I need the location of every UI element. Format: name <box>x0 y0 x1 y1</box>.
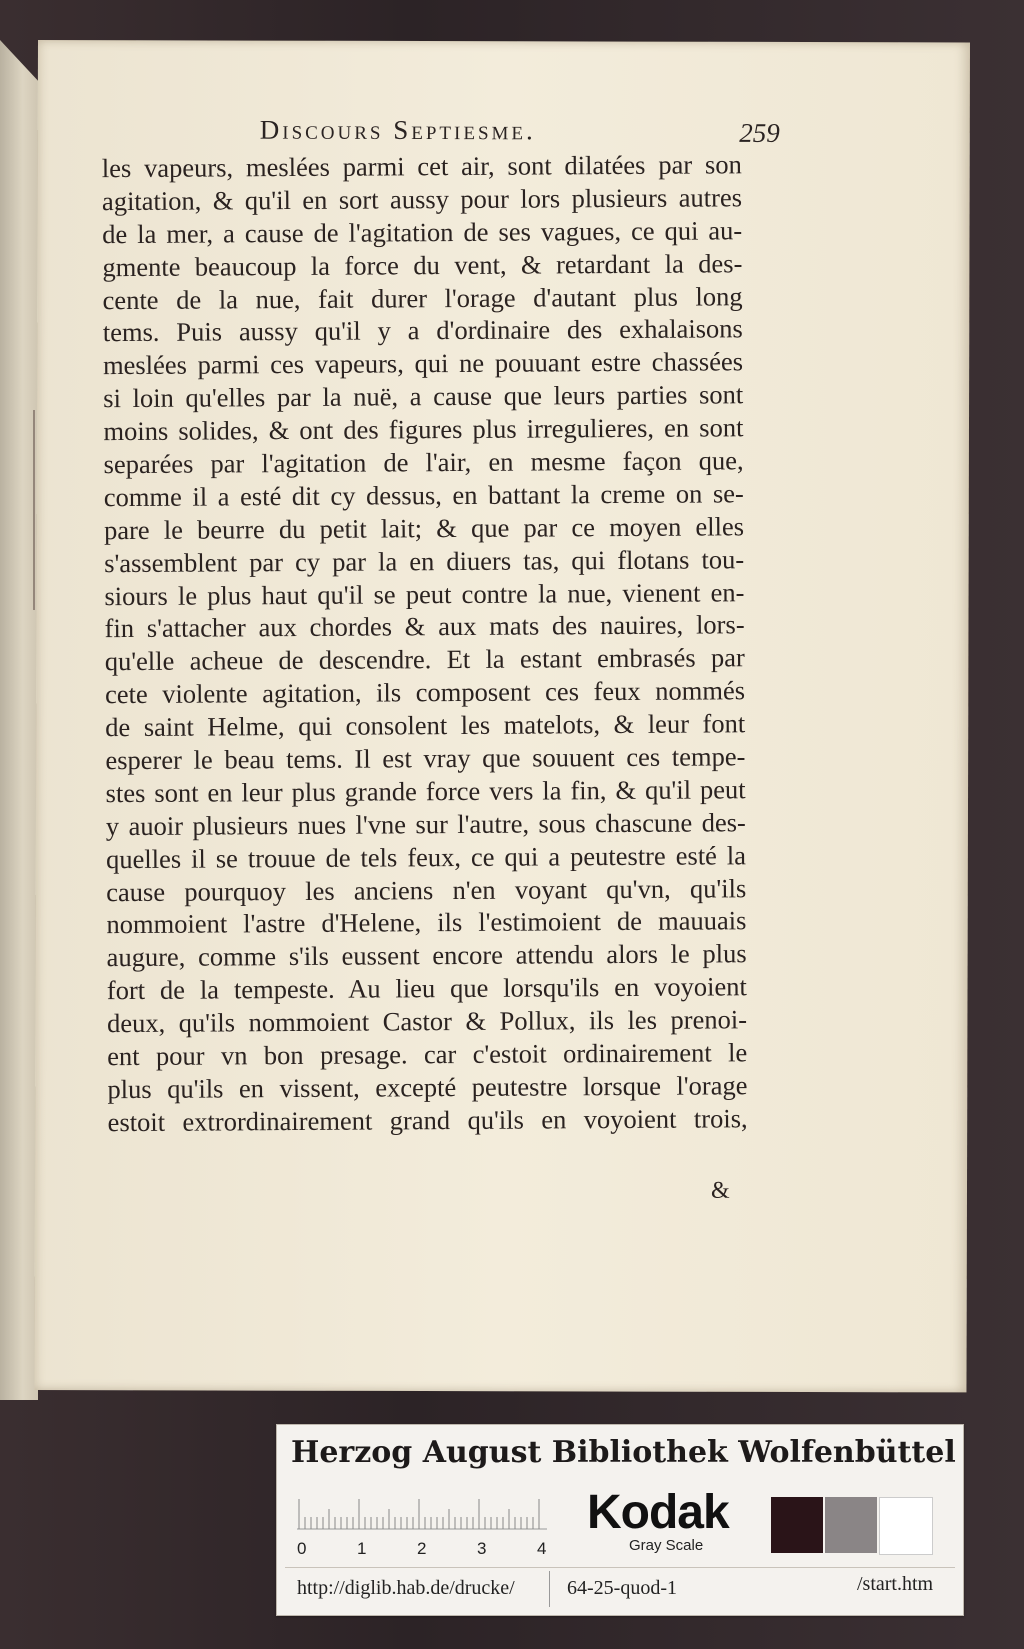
gray-swatch-mid <box>825 1497 877 1553</box>
ruler-number: 0 <box>297 1539 307 1558</box>
gray-scale-label: Gray Scale <box>629 1537 704 1554</box>
text-line: qu'elle acheue de descendre. Et la estant embrasés par <box>104 642 745 677</box>
text-line: cause pourquoy les anciens n'en voyant qu'vn, qu'ils <box>106 872 747 907</box>
text-line: cente de la nue, fait durer l'orage d'autant plus long <box>102 280 743 315</box>
card-separator <box>549 1571 550 1607</box>
gray-swatch-dark <box>771 1497 823 1553</box>
running-head-title: Discours Septiesme. <box>259 114 536 146</box>
library-url: http://diglib.hab.de/drucke/ <box>297 1577 515 1599</box>
text-line: y auoir plusieurs nues l'vne sur l'autre, sous chascune des- <box>105 807 746 841</box>
text-line: siours le plus haut qu'il se peut contre la nue, vienent en- <box>104 576 745 611</box>
card-divider <box>285 1567 955 1568</box>
catchword: & <box>710 1177 730 1204</box>
facing-page-edge <box>0 40 38 1400</box>
text-line: quelles il se trouue de tels feux, ce qui a peutestre esté la <box>105 839 747 874</box>
text-line: les vapeurs, meslées parmi cet air, sont dilatées par son <box>101 149 742 184</box>
text-line: plus qu'ils en vissent, excepté peutestre lorsque l'orage <box>107 1070 748 1105</box>
ruler-number: 3 <box>477 1539 487 1558</box>
text-line: pare le beurre du petit lait; & que par ce moyen elles <box>103 511 745 545</box>
text-line: agitation, & qu'il en sort aussy pour lors plusieurs autres <box>101 182 743 217</box>
text-line: fin s'attacher aux chordes & aux mats des nauires, lors- <box>104 609 745 644</box>
ruler-number: 4 <box>537 1539 547 1558</box>
text-line: moins solides, & ont des figures plus irregulieres, en sont <box>103 412 744 447</box>
start-path: /start.htm <box>857 1573 934 1595</box>
text-line: separées par l'agitation de l'air, en mesme façon que, <box>103 445 744 480</box>
ruler-numbers <box>297 1539 557 1563</box>
measurement-ruler <box>297 1493 547 1531</box>
text-line: cete violente agitation, ils composent ces feux nommés <box>104 675 746 710</box>
shelfmark: 64-25-quod-1 <box>567 1577 677 1599</box>
page-number: 259 <box>739 117 780 148</box>
margin-marks <box>33 410 39 610</box>
institution-name: Herzog August Bibliothek Wolfenbüttel <box>291 1435 956 1470</box>
text-line: comme il a esté dit cy dessus, en battant la creme on se- <box>103 478 744 513</box>
text-line: meslées parmi ces vapeurs, qui ne pouuant estre chassées <box>102 346 744 381</box>
gray-swatch-light <box>879 1497 933 1555</box>
text-line: de saint Helme, qui consolent les matelots, & leur font <box>105 708 746 743</box>
text-line: de la mer, a cause de l'agitation de ses vagues, ce qui au- <box>102 215 743 249</box>
text-line: augure, comme s'ils eussent encore attendu alors le plus <box>106 938 747 973</box>
text-line: gmente beaucoup la force du vent, & retardant la des- <box>102 247 743 282</box>
text-line: esperer le beau tems. Il est vray que souuent ces tempe- <box>105 741 746 776</box>
ruler-number: 1 <box>357 1539 367 1558</box>
text-line: deux, qu'ils nommoient Castor & Pollux, ils les prenoi- <box>106 1004 748 1039</box>
library-color-card <box>276 1424 964 1616</box>
kodak-logo: Kodak <box>587 1486 729 1539</box>
text-line: s'assemblent par cy par la en diuers tas, qui flotans tou- <box>104 543 745 578</box>
text-line: nommoient l'astre d'Helene, ils l'estimoient de mauuais <box>106 905 747 940</box>
text-line: estoit extrordinairement grand qu'ils en voyoient trois, <box>107 1103 748 1137</box>
text-line: stes sont en leur plus grande force vers la fin, & qu'il peut <box>105 774 746 809</box>
text-line: fort de la tempeste. Au lieu que lorsqu'ils en voyoient <box>106 971 747 1006</box>
text-line: ent pour vn bon presage. car c'estoit ordinairement le <box>107 1037 748 1072</box>
ruler-number: 2 <box>417 1539 427 1558</box>
text-line: si loin qu'elles par la nuë, a cause que leurs parties sont <box>103 379 744 414</box>
book-page <box>34 40 970 1392</box>
body-text <box>102 148 748 1139</box>
text-line: tems. Puis aussy qu'il y a d'ordinaire des exhalaisons <box>102 313 743 348</box>
